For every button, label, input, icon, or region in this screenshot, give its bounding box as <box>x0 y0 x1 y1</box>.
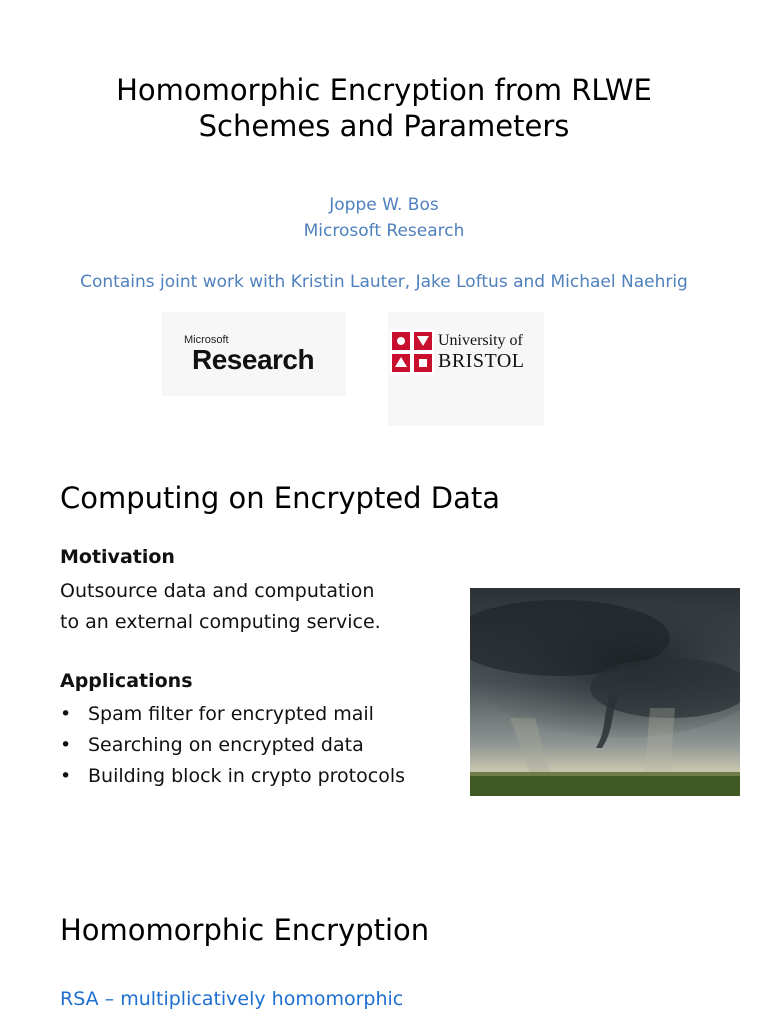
applications-label: Applications <box>60 670 193 692</box>
list-item <box>60 699 405 730</box>
motivation-label: Motivation <box>60 546 175 568</box>
list-item-text: Building block in crypto protocols <box>88 765 406 787</box>
bullet-icon: • <box>60 703 72 725</box>
rsa-line: RSA – multiplicatively homomorphic <box>60 988 404 1010</box>
section-heading-homomorphic: Homomorphic Encryption <box>60 913 430 947</box>
author-name: Joppe W. Bos <box>329 195 439 215</box>
motivation-line-1: Outsource data and computation <box>60 580 375 602</box>
section-heading-computing: Computing on Encrypted Data <box>60 481 501 515</box>
microsoft-research-logo <box>162 312 346 396</box>
bullet-icon: • <box>60 734 72 756</box>
motivation-line-2: to an external computing service. <box>60 611 381 633</box>
slide-title-line-2: Schemes and Parameters <box>198 109 570 143</box>
joint-work-note: Contains joint work with Kristin Lauter, Jake Loftus and Michael Naehrig <box>80 272 688 292</box>
microsoft-logo-small-text: Microsoft <box>184 334 229 346</box>
storm-photo <box>470 588 740 796</box>
slide-title <box>0 72 768 144</box>
bristol-crest-icon <box>390 330 434 374</box>
author-affiliation: Microsoft Research <box>303 221 465 241</box>
motivation-text <box>60 576 440 638</box>
slide-title-line-1: Homomorphic Encryption from RLWE <box>116 73 652 107</box>
author-block <box>0 192 768 244</box>
list-item <box>60 730 405 761</box>
list-item-text: Spam filter for encrypted mail <box>88 703 374 725</box>
bristol-logo-line-2: BRISTOL <box>438 350 525 372</box>
bullet-icon: • <box>60 765 72 787</box>
microsoft-logo-research-text: Research <box>192 344 315 375</box>
bristol-logo-line-1: University of <box>438 332 523 349</box>
university-of-bristol-logo <box>388 312 544 426</box>
list-item-text: Searching on encrypted data <box>88 734 364 756</box>
applications-list <box>60 699 405 792</box>
list-item <box>60 761 405 792</box>
